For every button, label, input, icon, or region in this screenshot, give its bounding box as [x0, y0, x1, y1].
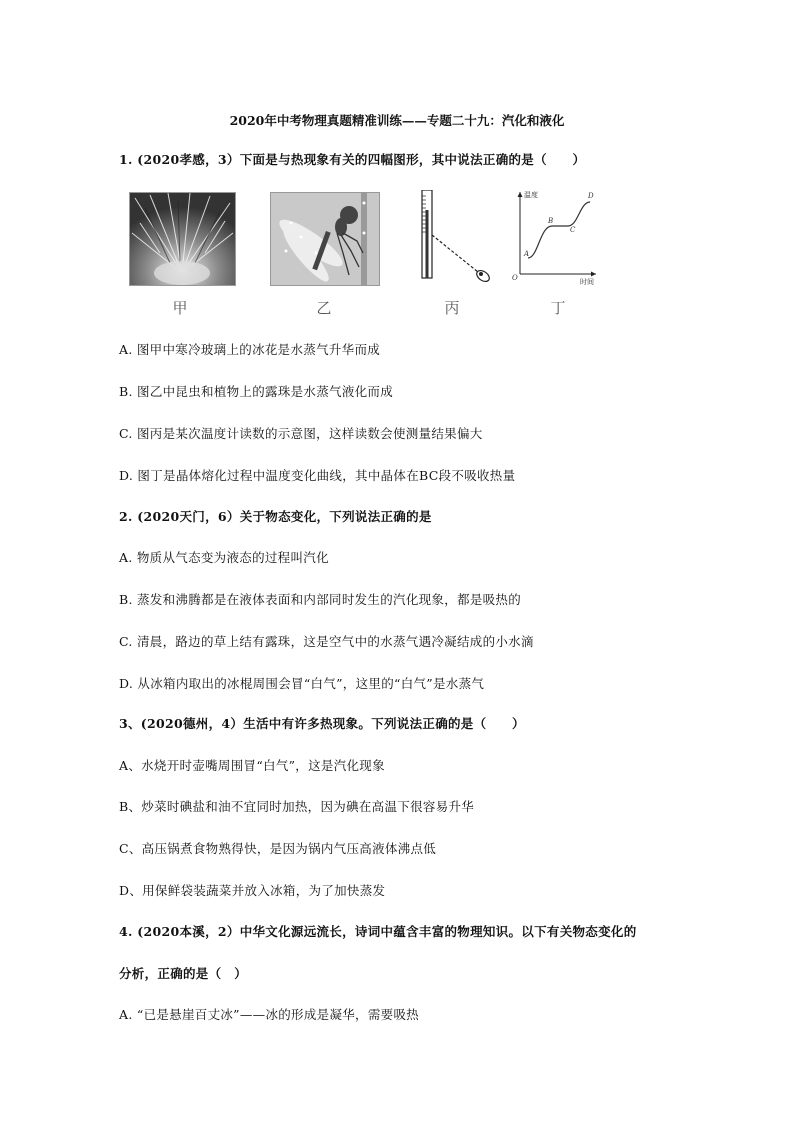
- question-1-option-d: D. 图丁是晶体熔化过程中温度变化曲线，其中晶体在BC段不吸收热量: [119, 468, 516, 483]
- thermometer-reading-figure: [418, 190, 498, 286]
- question-3-option-d: D、用保鲜袋装蔬菜并放入冰箱，为了加快蒸发: [119, 883, 386, 898]
- figure-caption-ding: 丁: [550, 299, 566, 317]
- figure-caption-jia: 甲: [172, 299, 188, 317]
- question-1-stem: 1. (2020孝感，3）下面是与热现象有关的四幅图形，其中说法正确的是（ ）: [119, 152, 586, 167]
- graph-point-b: B: [548, 217, 554, 225]
- question-2-option-a: A. 物质从气态变为液态的过程叫汽化: [119, 550, 329, 565]
- melting-curve-graph: [510, 186, 600, 286]
- question-1-option-a: A. 图甲中寒冷玻璃上的冰花是水蒸气升华而成: [119, 342, 381, 357]
- question-2-option-c: C. 清晨，路边的草上结有露珠，这是空气中的水蒸气遇冷凝结成的小水滴: [119, 634, 534, 649]
- graph-point-c: C: [570, 226, 576, 234]
- question-3-option-c: C、高压锅煮食物熟得快，是因为锅内气压高液体沸点低: [119, 841, 437, 856]
- figure-caption-bing: 丙: [444, 299, 460, 317]
- figure-caption-yi: 乙: [316, 299, 332, 317]
- question-4-option-a: A. “已是悬崖百丈冰”——冰的形成是凝华，需要吸热: [119, 1007, 420, 1022]
- question-1-option-c: C. 图丙是某次温度计读数的示意图，这样读数会使测量结果偏大: [119, 426, 483, 441]
- graph-y-label: 温度: [524, 191, 538, 199]
- page-title: 2020年中考物理真题精准训练——专题二十九：汽化和液化: [229, 113, 565, 128]
- graph-point-a: A: [524, 250, 530, 258]
- question-4-stem-line1: 4. (2020本溪，2）中华文化源远流长，诗词中蕴含丰富的物理知识。以下有关物态变化的: [119, 924, 637, 939]
- graph-point-o: O: [512, 274, 518, 282]
- question-3-stem: 3、(2020德州，4）生活中有许多热现象。下列说法正确的是（ ）: [119, 716, 525, 731]
- graph-point-d: D: [588, 192, 594, 200]
- question-1-option-b: B. 图乙中昆虫和植物上的露珠是水蒸气液化而成: [119, 384, 394, 399]
- question-3-option-b: B、炒菜时碘盐和油不宜同时加热，因为碘在高温下很容易升华: [119, 799, 475, 814]
- question-2-option-b: B. 蒸发和沸腾都是在液体表面和内部同时发生的汽化现象，都是吸热的: [119, 592, 522, 607]
- question-4-stem-line2: 分析，正确的是（ ）: [119, 966, 248, 981]
- question-2-stem: 2. (2020天门，6）关于物态变化，下列说法正确的是: [119, 509, 432, 524]
- frost-photo-figure: [129, 192, 236, 286]
- graph-x-label: 时间: [580, 278, 594, 286]
- question-3-option-a: A、水烧开时壶嘴周围冒“白气”，这是汽化现象: [119, 758, 385, 773]
- question-2-option-d: D. 从冰箱内取出的冰棍周围会冒“白气”，这里的“白气”是水蒸气: [119, 676, 485, 691]
- dragonfly-dew-photo-figure: [270, 192, 380, 286]
